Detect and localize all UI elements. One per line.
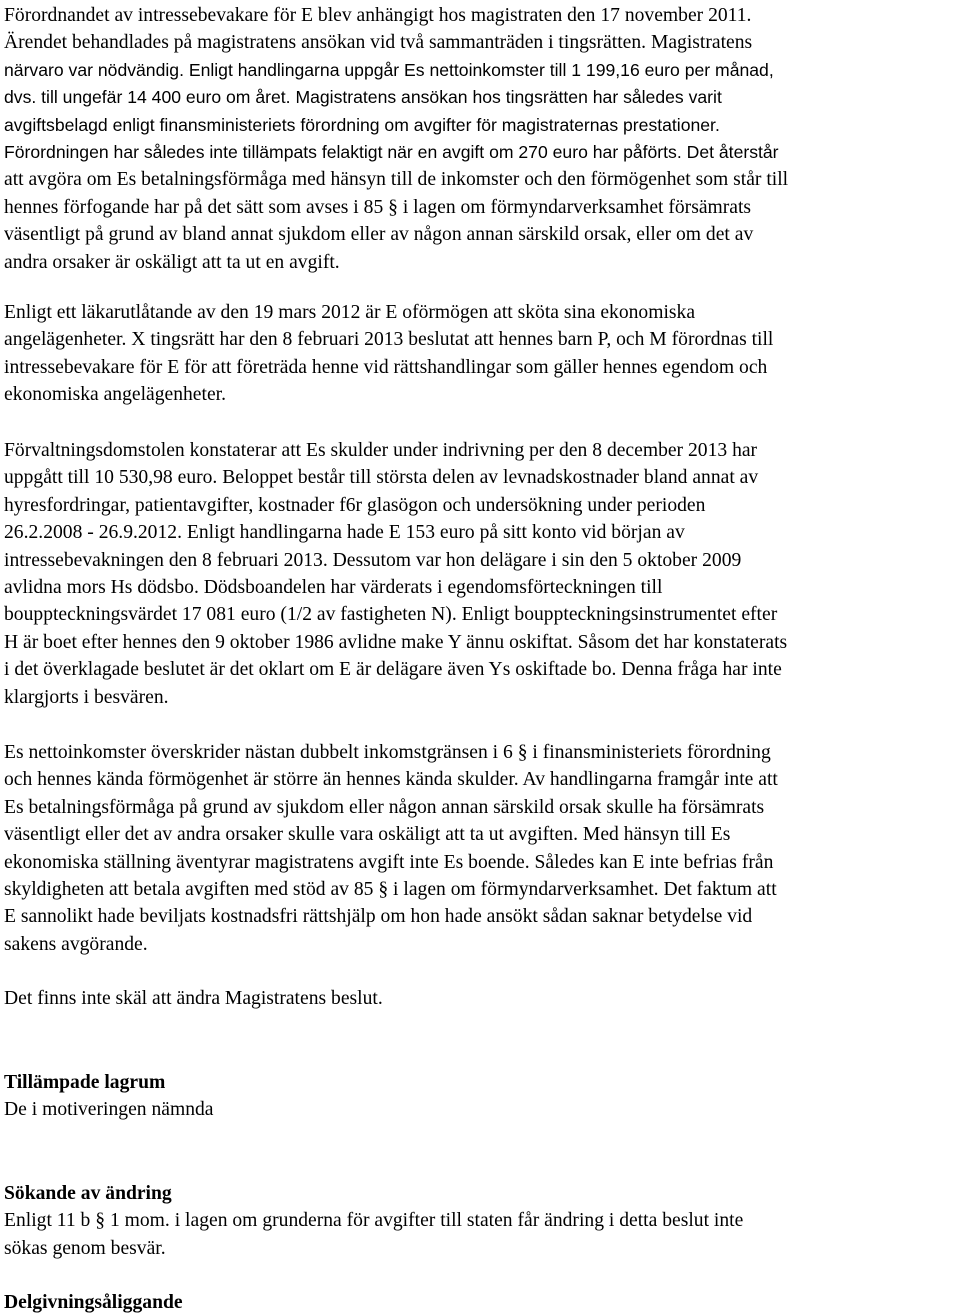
text-line: bouppteckningsvärdet 17 081 euro (1/2 av fastigheten N). Enligt bouppteckningsinstrumentet efter [4, 604, 778, 626]
text-line: sökas genom besvär. [4, 1237, 166, 1259]
text-line: Es nettoinkomster överskrider nästan dubbelt inkomstgränsen i 6 § i finansministeriets förordning [4, 742, 771, 763]
text-line: E sannolikt hade beviljats kostnadsfri rättshjälp om hon hade ansökt sådan saknar betydelse vid [4, 906, 753, 928]
text-line: Förordnandet av intressebevakare för E blev anhängigt hos magistraten den 17 november 2011. [4, 5, 752, 26]
text-line: väsentligt på grund av bland annat sjukdom eller av någon annan särskild orsak, eller om det av [4, 224, 754, 246]
text-line: andra orsaker är oskäligt att ta ut en avgift. [4, 251, 340, 273]
text-line: H är boet efter hennes den 9 oktober 1986 avlidne make Y ännu oskiftat. Såsom det har konstaterats [4, 631, 788, 653]
section-heading: Sökande av ändring [4, 1183, 172, 1204]
text-line: ekonomiska angelägenheter. [4, 384, 226, 406]
text-line: dvs. till ungefär 14 400 euro om året. Magistratens ansökan hos tingsrätten har således varit [4, 87, 722, 108]
text-line: att avgöra om Es betalningsförmåga med hänsyn till de inkomster och den förmögenhet som står till [4, 169, 789, 191]
text-line: och hennes kända förmögenhet är större än hennes kända skulder. Av handlingarna framgår inte att [4, 769, 778, 791]
text-line: Es betalningsförmåga på grund av sjukdom eller någon annan särskild orsak skulle ha försämrats [4, 796, 765, 818]
text-line: närvaro var nödvändig. Enligt handlingarna uppgår Es nettoinkomster till 1 199,16 euro per månad, [4, 59, 774, 80]
text-line: skyldigheten att betala avgiften med stöd av 85 § i lagen om förmyndarverksamhet. Det faktum att [4, 878, 777, 900]
text-line: väsentligt eller det av andra orsaker skulle vara oskäligt att ta ut avgiften. Med hänsyn till Es [4, 824, 731, 846]
text-line: Förordningen har således inte tillämpats felaktigt när en avgift om 270 euro har påförts. Det återstår [4, 141, 779, 162]
text-line: Förvaltningsdomstolen konstaterar att Es skulder under indrivning per den 8 december 2013 har [4, 440, 758, 461]
text-line: Det finns inte skäl att ändra Magistratens beslut. [4, 988, 383, 1009]
section-service-obligation [4, 1289, 956, 1316]
text-line: i det överklagade beslutet är det oklart om E är delägare även Ys oskiftade bo. Denna fråga har inte [4, 659, 782, 681]
section-heading: Tillämpade lagrum [4, 1072, 166, 1093]
paragraph-income-assessment [4, 739, 956, 958]
section-applied-laws [4, 1069, 956, 1124]
text-line: intressebevakare för E för att företräda henne vid rättshandlingar som gäller hennes egendom och [4, 356, 768, 378]
text-line: 26.2.2008 - 26.9.2012. Enligt handlingarna hade E 153 euro på sitt konto vid början av [4, 522, 685, 544]
paragraph-medical-statement [4, 299, 956, 409]
text-line: De i motiveringen nämnda [4, 1099, 214, 1121]
text-line: angelägenheter. X tingsrätt har den 8 februari 2013 beslutat att hennes barn P, och M förordnas till [4, 329, 774, 351]
text-line: klargjorts i besvären. [4, 686, 169, 708]
text-line: sakens avgörande. [4, 933, 148, 955]
text-line: hyresfordringar, patientavgifter, kostnader f6r glasögon och undersökning under perioden [4, 494, 706, 516]
text-line: Enligt 11 b § 1 mom. i lagen om grunderna för avgifter till staten får ändring i detta beslut inte [4, 1210, 744, 1232]
text-line: Enligt ett läkarutlåtande av den 19 mars 2012 är E oförmögen att sköta sina ekonomiska [4, 302, 696, 323]
section-appeal [4, 1180, 956, 1262]
text-line: intressebevakningen den 8 februari 2013. Dessutom var hon delägare i sin den 5 oktober 2009 [4, 549, 742, 571]
text-line: ekonomiska ställning äventyrar magistratens avgift inte Es boende. Således kan E inte befrias från [4, 851, 774, 873]
section-heading: Delgivningsåliggande [4, 1292, 183, 1313]
text-line: avlidna mors Hs dödsbo. Dödsboandelen har värderats i egendomsförteckningen till [4, 576, 663, 598]
text-line: Ärendet behandlades på magistratens ansökan vid två sammanträden i tingsrätten. Magistratens [4, 32, 753, 54]
paragraph-conclusion [4, 985, 956, 1012]
intro-paragraph [4, 2, 956, 276]
paragraph-debts [4, 437, 956, 711]
text-line: avgiftsbelagd enligt finansministeriets förordning om avgifter för magistraternas prestationer. [4, 114, 720, 135]
text-line: hennes förfogande har på det sätt som avses i 85 § i lagen om förmyndarverksamhet försämrats [4, 196, 752, 218]
text-line: uppgått till 10 530,98 euro. Beloppet består till största delen av levnadskostnader bland annat av [4, 467, 759, 489]
